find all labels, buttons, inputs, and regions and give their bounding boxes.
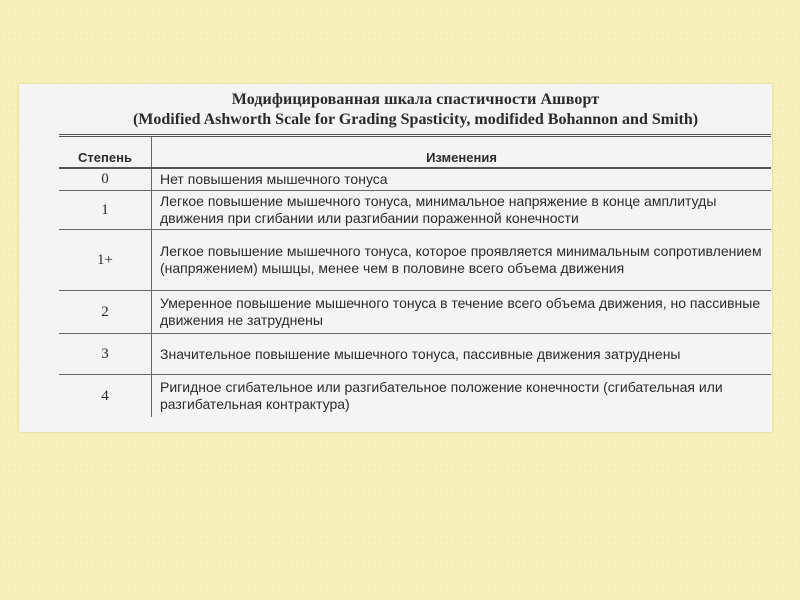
grade-cell: 1+ [59,230,152,291]
grade-cell: 0 [59,168,152,191]
description-cell: Ригидное сгибательное или разгибательное положение конечности (сгибательная или разгибательная контрактура) [160,379,723,412]
table-row [59,291,771,334]
table-row [59,334,771,375]
grade-cell: 3 [59,334,152,375]
description-cell: Легкое повышение мышечного тонуса, минимальное напряжение в конце амплитуды движения при сгибании или разгибании пораженной конечности [152,191,772,230]
title-russian: Модифицированная шкала спастичности Ашворт [231,91,600,108]
description-cell: Легкое повышение мышечного тонуса, которое проявляется минимальным сопротивлением (напряжением) мышцы, менее чем в половине всего объема движения [152,230,772,291]
description-cell: Умеренное повышение мышечного тонуса в течение всего объема движения, но пассивные движения не затруднены [152,291,772,334]
header-grade: Степень [59,136,152,169]
grade-cell: 1 [59,191,152,230]
ashworth-scale-table [59,134,771,417]
description-cell: Нет повышения мышечного тонуса [152,168,772,191]
title-english: (Modified Ashworth Scale for Grading Spasticity, modifided Bohannon and Smith) [132,111,699,128]
header-description: Изменения [152,136,772,169]
document-sheet [19,84,772,432]
table-row [59,230,771,291]
table-row [59,191,771,230]
grade-cell: 2 [59,291,152,334]
description-cell: Значительное повышение мышечного тонуса, пассивные движения затруднены [152,334,772,375]
title-block [19,90,772,130]
table-header-row [59,136,771,169]
table-row [59,375,771,418]
table-row [59,168,771,191]
grade-cell: 4 [59,375,152,418]
